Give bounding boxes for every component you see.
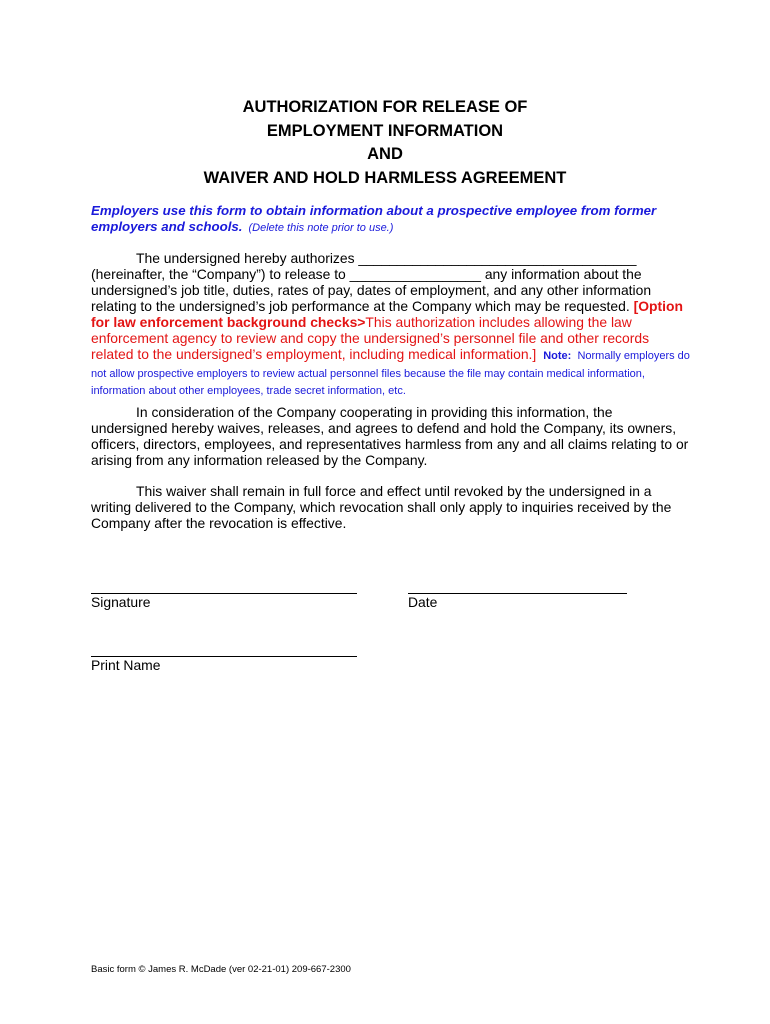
intro-delete-note: (Delete this note prior to use.) bbox=[248, 222, 394, 234]
note-label: Note: bbox=[543, 350, 572, 362]
title-line-3: AND bbox=[367, 145, 403, 163]
intro-note bbox=[91, 203, 691, 236]
authorization-paragraph bbox=[91, 250, 691, 399]
intro-text: Employers use this form to obtain information about a prospective employee from former employers and schools. bbox=[91, 203, 657, 234]
waiver-paragraph bbox=[91, 404, 691, 468]
revocation-paragraph bbox=[91, 483, 691, 531]
title-line-2: EMPLOYMENT INFORMATION bbox=[266, 121, 504, 140]
note-text: Normally employers do not allow prospective employers to review actual personnel files because the file may contain medical information, information about other employees, trade secret information, etc. bbox=[91, 350, 690, 398]
option-text: This authorization includes allowing the law enforcement agency to review and copy the undersigned’s personnel file and other records related to the undersigned’s employment, including medical information.] bbox=[91, 314, 650, 362]
footer-copyright: Basic form © James R. McDade (ver 02-21-01) 209-667-2300 bbox=[91, 964, 351, 975]
document-title bbox=[0, 96, 770, 190]
waiver-text: In consideration of the Company cooperating in providing this information, the undersigned hereby waives, releases, and agrees to defend and hold the Company, its owners, officers, directors, employees, and representatives harmless from any and all claims relating to or arising from any information released by the Company. bbox=[91, 404, 689, 468]
revocation-text: This waiver shall remain in full force and effect until revoked by the undersigned in a writing delivered to the Company, which revocation shall only apply to inquiries received by the Company after the revocation is effective. bbox=[91, 483, 672, 531]
date-label: Date bbox=[408, 594, 438, 610]
signature-label: Signature bbox=[91, 594, 151, 610]
date-line[interactable] bbox=[408, 593, 627, 594]
title-line-4: WAIVER AND HOLD HARMLESS AGREEMENT bbox=[203, 168, 567, 187]
option-label: [Option for law enforcement background checks> bbox=[91, 298, 683, 330]
authorization-text: The undersigned hereby authorizes ____________________________________ (hereinafter, the “Company”) to release to _________________ any information about the undersigned’s job title, duties, rates of pay, dates of employment, and any other information relating to the undersigned’s job performance at the Company which may be requested. bbox=[91, 250, 652, 314]
title-line-1: AUTHORIZATION FOR RELEASE OF bbox=[242, 98, 528, 116]
print-name-label: Print Name bbox=[91, 657, 161, 673]
